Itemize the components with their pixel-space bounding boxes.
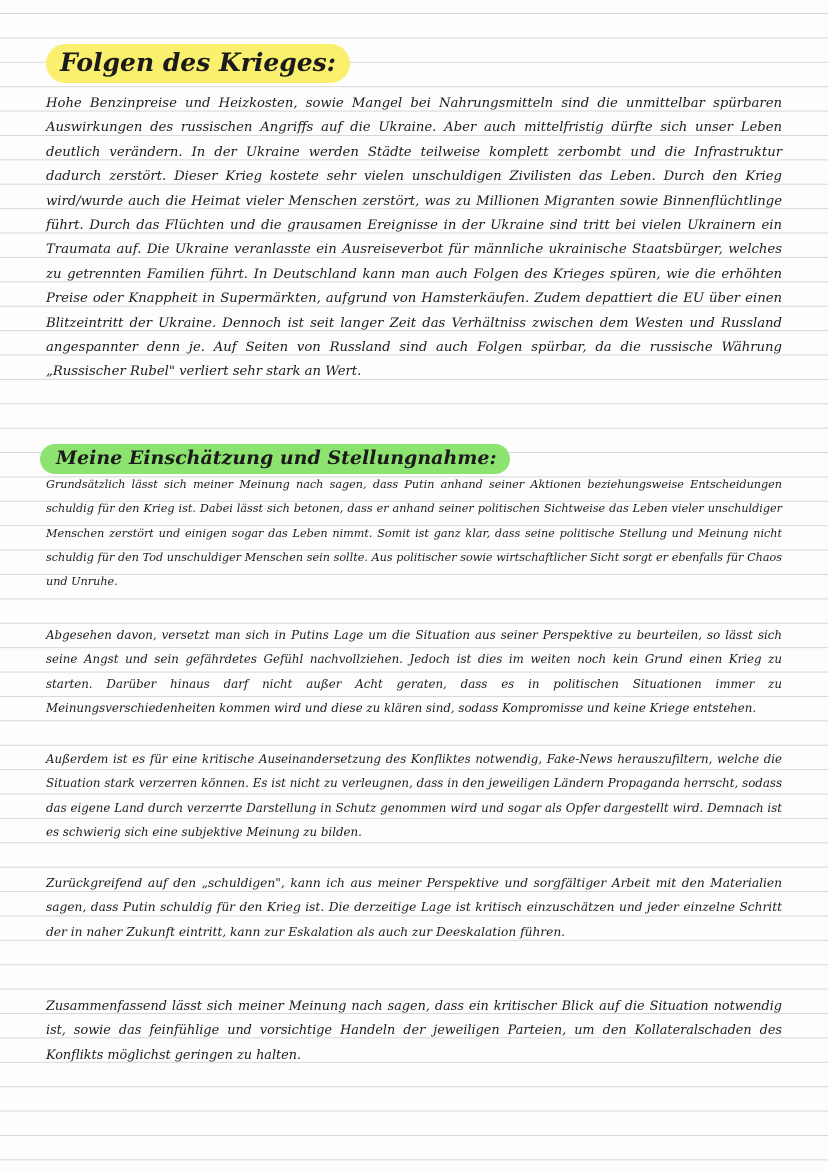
opinion-paragraph-1: Grundsätzlich lässt sich meiner Meinung nach sagen, dass Putin anhand seiner Aktionen beziehungsweise Entscheidungen schuldig für den Krieg ist. Dabei lässt sich betonen, dass er anhand seiner politischen Sichtweise das Leben vieler unschuldiger Menschen zerstört und einigen sogar das Leben nimmt. Somit ist ganz klar, dass seine politische Stellung und Meinung nicht schuldig für den Tod unschuldiger Menschen sein sollte. Aus politischer sowie wirtschaftlicher Sicht sorgt er ebenfalls für Chaos und Unruhe.	[46, 478, 782, 589]
opinion-paragraph-5: Zusammenfassend lässt sich meiner Meinung nach sagen, dass ein kritischer Blick auf die Situation notwendig ist, sowie das feinfühlige und vorsichtige Handeln der jeweiligen Parteien, um den Kollateralschaden des Konflikts möglichst geringen zu halten.	[46, 999, 782, 1063]
section-heading-opinion: Meine Einschätzung und Stellungnahme:	[40, 444, 510, 474]
opinion-paragraph-4: Zurückgreifend auf den „schuldigen", kann ich aus meiner Perspektive und sorgfältiger Arbeit mit den Materialien sagen, dass Putin schuldig für den Krieg ist. Die derzeitige Lage ist kritisch einzuschätzen und jeder einzelne Schritt der in naher Zukunft eintritt, kann zur Eskalation als auch zur Deeskalation führen.	[46, 876, 782, 939]
opinion-paragraph-2: Abgesehen davon, versetzt man sich in Putins Lage um die Situation aus seiner Perspektive zu beurteilen, so lässt sich seine Angst und sein gefährdetes Gefühl nachvollziehen. Jedoch ist dies im weiten noch kein Grund einen Krieg zu starten. Darüber hinaus darf nicht außer Acht geraten, dass es in politischen Situationen immer zu Meinungsverschiedenheiten kommen wird und diese zu klären sind, sodass Kompromisse und keine Kriege entstehen.	[46, 628, 782, 716]
opinion-paragraph-3: Außerdem ist es für eine kritische Auseinandersetzung des Konfliktes notwendig, Fake-News herauszufiltern, welche die Situation stark verzerren können. Es ist nicht zu verleugnen, dass in den jeweiligen Ländern Propaganda herrscht, sodass das eigene Land durch verzerrte Darstellung in Schutz genommen wird und sogar als Opfer dargestellt wird. Demnach ist es schwierig sich eine subjektive Meinung zu bilden.	[46, 752, 782, 840]
section-heading-consequences: Folgen des Krieges:	[46, 44, 350, 83]
paragraph-consequences: Hohe Benzinpreise und Heizkosten, sowie Mangel bei Nahrungsmitteln sind die unmittelbar spürbaren Auswirkungen des russischen Angriffs auf die Ukraine. Aber auch mittelfristig dürfte sich unser Leben deutlich verändern. In der Ukraine werden Städte teilweise komplett zerbombt und die Infrastruktur dadurch zerstört. Dieser Krieg kostete sehr vielen unschuldigen Zivilisten das Leben. Durch den Krieg wird/wurde auch die Heimat vieler Menschen zerstört, was zu Millionen Migranten sowie Binnenflüchtlinge führt. Durch das Flüchten und die grausamen Ereignisse in der Ukraine sind tritt bei vielen Ukrainern ein Traumata auf. Die Ukraine veranlasste ein Ausreiseverbot für männliche ukrainische Staatsbürger, welches zu getrennten Familien führt. In Deutschland kann man auch Folgen des Krieges spüren, wie die erhöhten Preise oder Knappheit in Supermärkten, aufgrund von Hamsterkäufen. Zudem depattiert die EU über einen Blitzeintritt der Ukraine. Dennoch ist seit langer Zeit das Verhältniss zwischen dem Westen und Russland angespannter denn je. Auf Seiten von Russland sind auch Folgen spürbar, da die russische Währung „Russischer Rubel" verliert sehr stark an Wert.	[46, 96, 782, 380]
